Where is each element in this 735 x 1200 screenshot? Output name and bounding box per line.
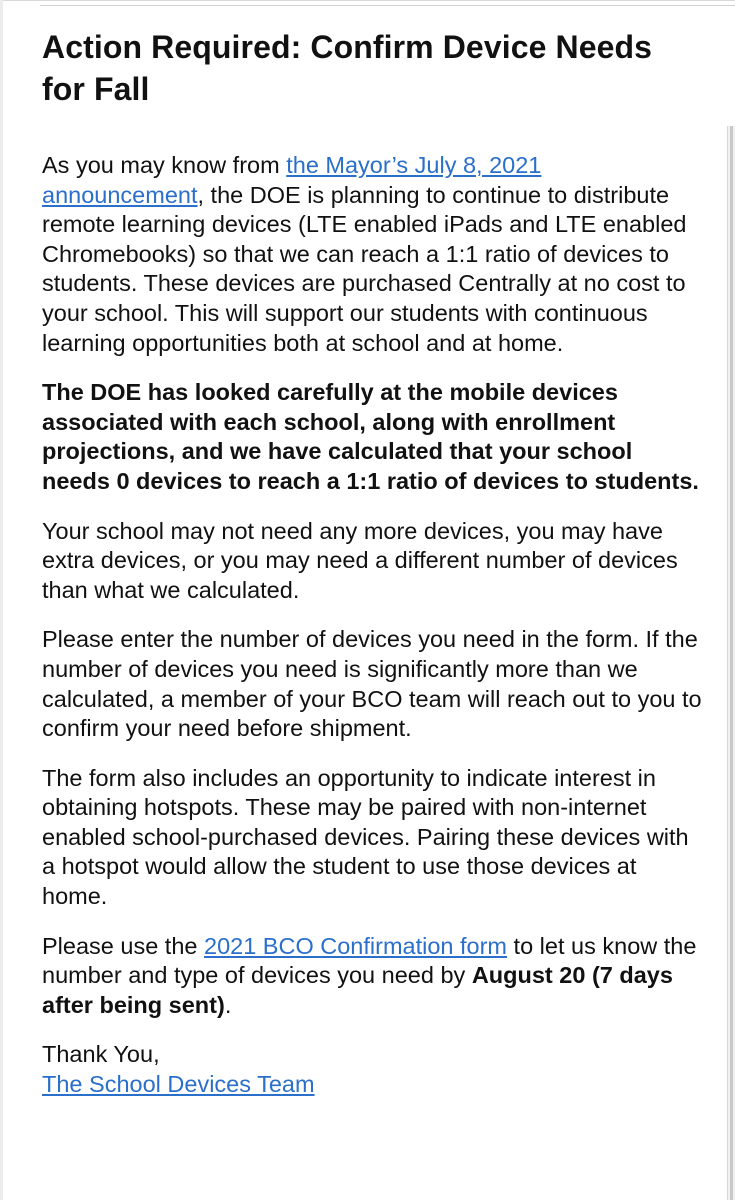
mayor-announcement-link[interactable]: the Mayor’s July 8, 2021 announcement xyxy=(42,152,542,208)
deadline-text-middle: to let us know the number and type of devices you need by xyxy=(42,932,697,989)
top-divider xyxy=(40,5,735,6)
scrollbar[interactable] xyxy=(727,126,735,1200)
confirmation-form-link[interactable]: 2021 BCO Confirmation form xyxy=(204,932,508,959)
signature-block xyxy=(42,1040,702,1099)
email-content xyxy=(42,151,702,1100)
paragraph-hotspots: The form also includes an opportunity to indicate interest in obtaining hotspots. These may be paired with non-internet enabled school-purchased devices. Pairing these devices with a hotspot would allow the student to use those devices at home. xyxy=(42,764,689,910)
paragraph-intro xyxy=(42,151,702,358)
paragraph-deadline xyxy=(42,932,702,1021)
deadline-text-after: . xyxy=(224,991,232,1018)
email-body xyxy=(42,26,702,1120)
paragraph-needs: Your school may not need any more devices, you may have extra devices, or you may need a different number of devices than what we calculated. xyxy=(42,517,678,603)
left-edge xyxy=(0,0,3,1200)
deadline-text-before: Please use the xyxy=(42,932,204,959)
paragraph-calculation: The DOE has looked carefully at the mobile devices associated with each school, along with enrollment projections, and we have calculated that your school needs 0 devices to reach a 1:1 ratio of devices to students. xyxy=(42,379,699,494)
intro-text-after: , the DOE is planning to continue to distribute remote learning devices (LTE enabled iPads and LTE enabled Chromebooks) so that we can reach a 1:1 ratio of devices to students. These devices are purchased Centrally at no cost to your school. This will support our students with continuous learning opportunities both at school and at home. xyxy=(42,181,687,356)
scrollbar-thumb[interactable] xyxy=(730,126,733,1200)
email-subject: Action Required: Confirm Device Needs for Fall xyxy=(42,29,653,107)
closing-text: Thank You, xyxy=(42,1041,160,1068)
deadline-date: August 20 (7 days after being sent) xyxy=(42,962,673,1018)
top-edge xyxy=(0,0,735,1)
paragraph-form-instructions: Please enter the number of devices you need in the form. If the number of devices you need is significantly more than we calculated, a member of your BCO team will reach out to you to confirm your need before shipment. xyxy=(42,626,702,742)
intro-text-before: As you may know from xyxy=(42,152,287,178)
signature-link[interactable]: The School Devices Team xyxy=(42,1071,315,1098)
